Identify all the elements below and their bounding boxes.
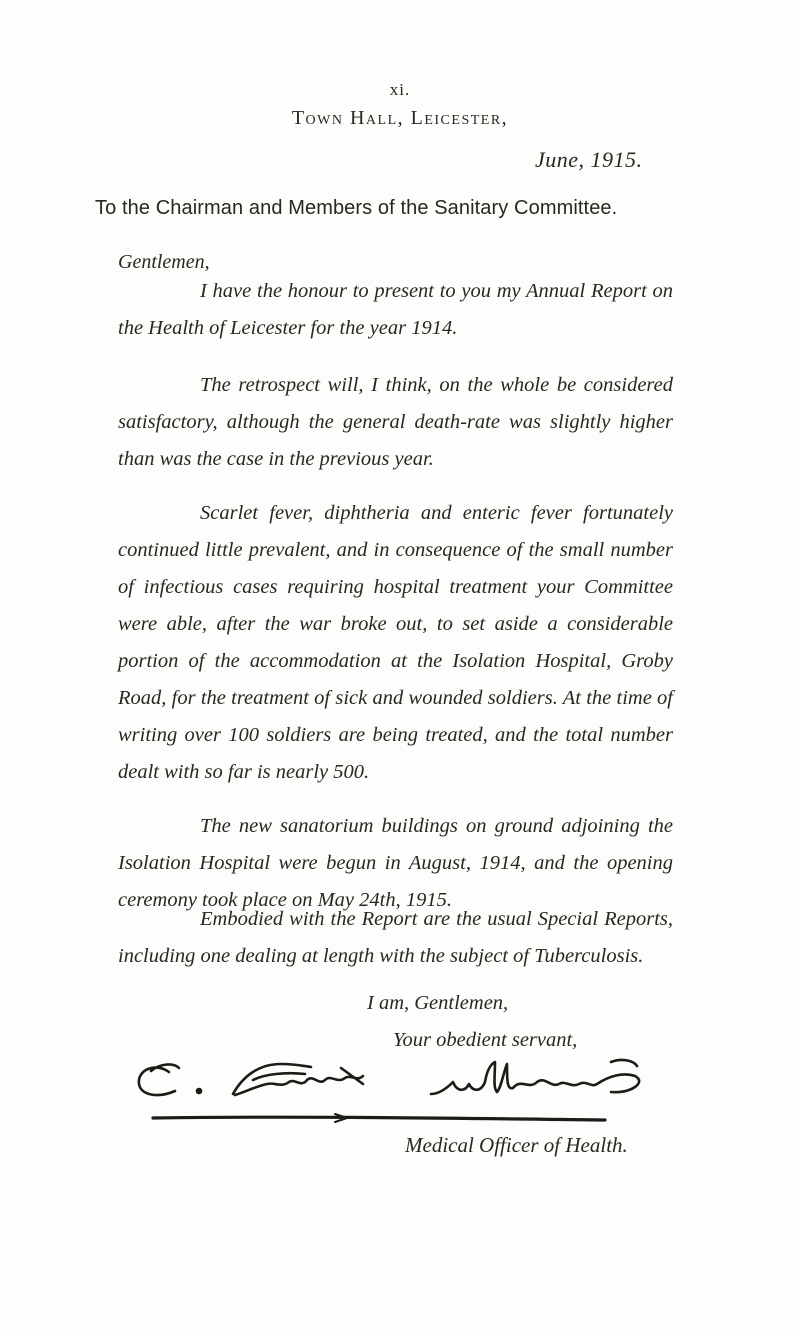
handwritten-signature xyxy=(135,1058,655,1138)
paragraph-1: I have the honour to present to you my Annual Report on the Health of Leicester for the year 1914. xyxy=(118,280,673,339)
address-line: Town Hall, Leicester, xyxy=(291,107,509,129)
salutation: Gentlemen, xyxy=(118,251,210,273)
closing-servant-line: Your obedient servant, xyxy=(393,1029,578,1051)
signer-title: Medical Officer of Health. xyxy=(405,1133,628,1157)
addressee-line: To the Chairman and Members of the Sanitary Committee. xyxy=(95,197,618,219)
date-line: June, 1915. xyxy=(535,147,643,172)
paragraph-5: Embodied with the Report are the usual Special Reports, including one dealing at length with the subject of Tuberculosis. xyxy=(118,908,673,967)
paragraph-4: The new sanatorium buildings on ground adjoining the Isolation Hospital were begun in August, 1914, and the opening ceremony took place on May 24th, 1915. xyxy=(118,815,673,911)
closing-line: I am, Gentlemen, xyxy=(367,992,509,1014)
signature-graphic xyxy=(135,1058,655,1138)
paragraph-2: The retrospect will, I think, on the whole be considered satisfactory, although the general death-rate was slightly higher than was the case in the previous year. xyxy=(118,374,673,470)
page-number: xi. xyxy=(389,80,411,99)
paragraph-3: Scarlet fever, diphtheria and enteric fever fortunately continued little prevalent, and in consequence of the small number of infectious cases requiring hospital treatment your Committee were able, after the war broke out, to set aside a considerable portion of the accommodation at the Isolation Hospital, Groby Road, for the treatment of sick and wounded soldiers. At the time of writing over 100 soldiers are being treated, and the total number dealt with so far is nearly 500. xyxy=(118,502,673,783)
